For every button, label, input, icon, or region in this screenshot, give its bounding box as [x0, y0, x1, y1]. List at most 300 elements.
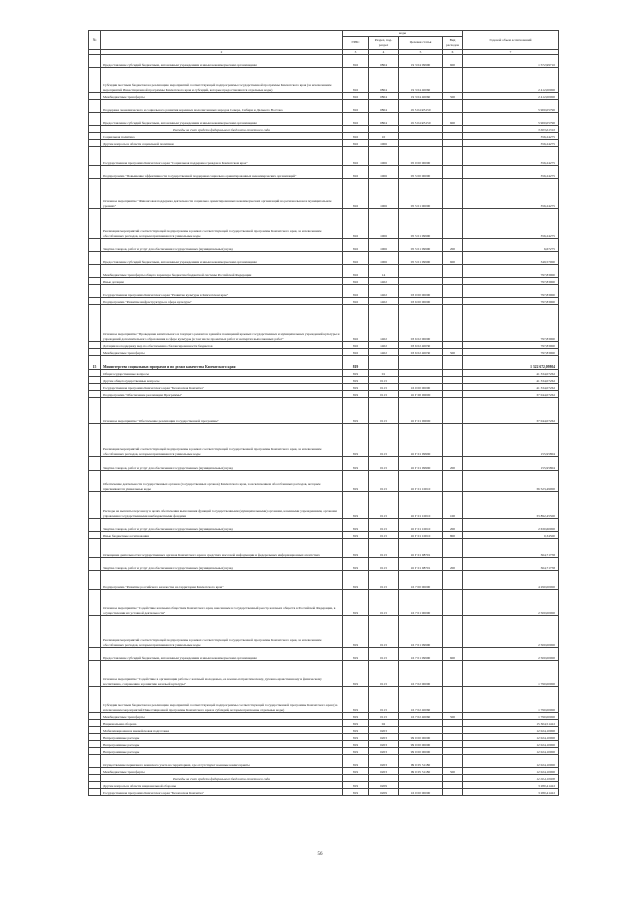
row-section: 0113: [369, 616, 399, 648]
table-row: [89, 55, 559, 68]
row-amount: 12 024,10000: [463, 768, 559, 775]
table-row: [89, 126, 559, 133]
row-expense-type: [443, 209, 463, 239]
row-section: 0113: [369, 398, 399, 424]
row-amount: 797,83900: [463, 349, 559, 356]
row-amount: 797,83900: [463, 265, 559, 278]
row-amount: 4 290,00000: [463, 571, 559, 590]
row-section: 0113: [369, 648, 399, 661]
row-number: [89, 133, 101, 140]
row-name: Предоставление субсидий бюджетным, автономным учреждениям и иным некоммерческим организациям: [101, 55, 343, 68]
row-grbs: 816: [343, 239, 369, 252]
row-expense-type: [443, 590, 463, 616]
row-number: [89, 457, 101, 471]
row-section: [369, 356, 399, 370]
table-row: [89, 590, 559, 616]
row-target-article: 16 Г 01 98701: [399, 558, 443, 571]
header-target-article: Целевая статья: [399, 36, 443, 49]
row-target-article: 19 3 04 09990: [399, 55, 443, 68]
row-name: Освещение деятельности государственных органов Камчатского края в средствах массовой информации и федеральных информационных агентствах: [101, 539, 343, 558]
row-section: 1006: [369, 252, 399, 265]
row-section: 1006: [369, 166, 399, 179]
row-amount: 2 500,00000: [463, 648, 559, 661]
row-section: 1006: [369, 239, 399, 252]
table-row: [89, 616, 559, 648]
row-number: [89, 384, 101, 391]
row-name: Непрограммные расходы: [101, 748, 343, 755]
row-grbs: 819: [343, 391, 369, 398]
row-grbs: 816: [343, 278, 369, 285]
row-expense-type: [443, 687, 463, 713]
row-number: [89, 113, 101, 126]
row-number: [89, 278, 101, 285]
row-grbs: 819: [343, 398, 369, 424]
row-section: 0113: [369, 532, 399, 539]
row-name: Основное мероприятие "Содействие в организации работы с казачьей молодежью, ее военно-патриотическому, духовно-нравственному и физическому воспитанию, сохранению и развитию казачьей культуры": [101, 661, 343, 687]
row-section: 1006: [369, 147, 399, 166]
row-section: 0209: [369, 782, 399, 789]
row-amount: 797,83900: [463, 342, 559, 349]
row-number: [89, 782, 101, 789]
row-name: Межбюджетные трансферты: [101, 349, 343, 356]
row-target-article: 99 0 05 51180: [399, 768, 443, 775]
table-row: [89, 370, 559, 377]
row-target-article: 03 6 02 40030: [399, 342, 443, 349]
row-amount: 356,24275: [463, 147, 559, 166]
row-expense-type: [443, 616, 463, 648]
row-target-article: 16 Г 01 00000: [399, 398, 443, 424]
row-number: 15: [89, 356, 101, 370]
row-grbs: 816: [343, 100, 369, 113]
row-expense-type: [443, 100, 463, 113]
row-target-article: 16 7 02 40060: [399, 713, 443, 720]
table-row: [89, 239, 559, 252]
row-target-article: 16 Г 01 10010: [399, 519, 443, 532]
row-expense-type: [443, 133, 463, 140]
row-grbs: 819: [343, 356, 369, 370]
table-row: [89, 147, 559, 166]
row-grbs: 819: [343, 519, 369, 532]
row-target-article: 05 0 00 00000: [399, 147, 443, 166]
row-section: 0804: [369, 93, 399, 100]
row-expense-type: [443, 424, 463, 457]
row-expense-type: [443, 370, 463, 377]
row-expense-type: [443, 278, 463, 285]
row-number: [89, 209, 101, 239]
row-grbs: 819: [343, 748, 369, 755]
row-number: [89, 391, 101, 398]
row-section: 0113: [369, 590, 399, 616]
row-expense-type: 100: [443, 492, 463, 519]
row-expense-type: [443, 741, 463, 748]
row-target-article: 03 6 02 40030: [399, 349, 443, 356]
row-grbs: 819: [343, 424, 369, 457]
row-target-article: 16 0 00 00000: [399, 789, 443, 796]
row-target-article: 16 Г 01 98701: [399, 539, 443, 558]
row-target-article: 16 7 01 00000: [399, 590, 443, 616]
row-expense-type: [443, 356, 463, 370]
row-amount: 12 024,10000: [463, 734, 559, 741]
row-expense-type: [443, 539, 463, 558]
row-target-article: 05 5 01 09990: [399, 239, 443, 252]
table-row: [89, 734, 559, 741]
row-amount: 12 024,10000: [463, 755, 559, 768]
row-amount: 364,71758: [463, 558, 559, 571]
row-name: Основное мероприятие "Проведение капитального и текущего ремонтов зданий и помещений краевых государственных и муниципальных учреждений культуры и учреждений дополнительного образования в сфере культуры (в том числе проектных работ и экспертиз выполненных работ": [101, 305, 343, 342]
row-grbs: 819: [343, 532, 369, 539]
row-grbs: 816: [343, 147, 369, 166]
table-row: [89, 133, 559, 140]
row-amount: 12 024,10000: [463, 741, 559, 748]
row-amount: 2 500,00000: [463, 616, 559, 648]
row-number: [89, 93, 101, 100]
row-section: 10: [369, 133, 399, 140]
row-number: [89, 571, 101, 590]
table-row: [89, 713, 559, 720]
row-target-article: [399, 782, 443, 789]
header-codes: коды: [343, 31, 463, 37]
row-amount: 12 024,10000: [463, 775, 559, 782]
row-target-article: 05 5 01 09990: [399, 252, 443, 265]
table-row: [89, 377, 559, 384]
row-amount: 1 790,00000: [463, 687, 559, 713]
row-amount: 2 412,00000: [463, 93, 559, 100]
table-row: [89, 424, 559, 457]
row-amount: 41 334,07262: [463, 384, 559, 391]
row-target-article: 05 5 01 00000: [399, 179, 443, 209]
row-name: Предоставление субсидий бюджетным, автономным учреждениям и иным некоммерческим организациям: [101, 252, 343, 265]
row-grbs: 819: [343, 457, 369, 471]
row-target-article: 16 0 00 00000: [399, 384, 443, 391]
row-grbs: 816: [343, 285, 369, 298]
row-section: 0113: [369, 519, 399, 532]
row-amount: 36 523,49000: [463, 471, 559, 492]
row-number: [89, 252, 101, 265]
row-expense-type: 200: [443, 457, 463, 471]
row-amount: 356,24275: [463, 209, 559, 239]
row-amount: 3 603,61310: [463, 126, 559, 133]
row-number: [89, 140, 101, 147]
row-expense-type: [443, 265, 463, 278]
row-amount: 2 630,60000: [463, 519, 559, 532]
row-grbs: [343, 775, 369, 782]
row-section: [369, 126, 399, 133]
row-section: 0203: [369, 768, 399, 775]
row-target-article: 19 3 04 R5150: [399, 100, 443, 113]
table-row: [89, 209, 559, 239]
row-target-article: 16 Г 01 10010: [399, 471, 443, 492]
row-section: 1402: [369, 278, 399, 285]
row-name: Осуществление первичного воинского учета на территориях, где отсутствуют военные комиссариаты: [101, 755, 343, 768]
row-grbs: 819: [343, 590, 369, 616]
row-name: Поддержка экономического и социального развития коренных малочисленных народов Севера, Сибири и Дальнего Востока: [101, 100, 343, 113]
index-cell: 7: [463, 49, 559, 55]
row-target-article: [399, 370, 443, 377]
table-body: [89, 55, 559, 796]
table-row: [89, 661, 559, 687]
row-number: [89, 532, 101, 539]
row-amount: 356,24275: [463, 133, 559, 140]
row-name: Предоставление субсидий бюджетным, автономным учреждениям и иным некоммерческим организациям: [101, 113, 343, 126]
row-amount: 6,67275: [463, 239, 559, 252]
row-name: Государственная программа Камчатского края "Социальная поддержка граждан в Камчатском крае": [101, 147, 343, 166]
index-cell: 3: [343, 49, 369, 55]
row-expense-type: [443, 727, 463, 734]
row-amount: 33 892,45500: [463, 492, 559, 519]
row-expense-type: [443, 166, 463, 179]
table-row: [89, 342, 559, 349]
row-number: [89, 179, 101, 209]
row-amount: 356,24275: [463, 179, 559, 209]
table-row: [89, 285, 559, 298]
row-number: [89, 471, 101, 492]
row-amount: 797,83900: [463, 278, 559, 285]
row-grbs: 819: [343, 734, 369, 741]
row-amount: 356,24275: [463, 166, 559, 179]
row-target-article: [399, 133, 443, 140]
row-section: 0203: [369, 727, 399, 734]
row-amount: 1 322 672,09804: [463, 356, 559, 370]
row-grbs: 816: [343, 252, 369, 265]
row-number: [89, 519, 101, 532]
row-section: 0113: [369, 424, 399, 457]
table-row: [89, 298, 559, 305]
row-expense-type: 200: [443, 519, 463, 532]
table-row: [89, 768, 559, 775]
row-grbs: 819: [343, 370, 369, 377]
row-number: [89, 748, 101, 755]
table-row: [89, 166, 559, 179]
row-number: [89, 492, 101, 519]
row-name: Субсидии местным бюджетам на реализацию мероприятий соответствующей подпрограммы соответствующей государственной программы Камчатского края (за исключением мероприятий Инвестиционной программы Камчатского края и субсидий, которым присвоены отдельные коды): [101, 687, 343, 713]
row-section: 1006: [369, 140, 399, 147]
table-row: [89, 179, 559, 209]
row-name: Закупка товаров, работ и услуг для обеспечения государственных (муниципальных) нужд: [101, 457, 343, 471]
row-target-article: 99 0 00 00000: [399, 748, 443, 755]
row-name: Расходы за счет средств федерального бюджета отчетного года: [101, 775, 343, 782]
table-row: [89, 755, 559, 768]
row-section: 0203: [369, 755, 399, 768]
row-grbs: 819: [343, 720, 369, 727]
row-name: Непрограммные расходы: [101, 734, 343, 741]
row-name: Основное мероприятие "Финансовая поддержка деятельности социально ориентированных некоммерческих организаций на региональном и муниципальном уровнях": [101, 179, 343, 209]
row-name: Реализация мероприятий соответствующей подпрограммы в рамках соответствующей государственной программы Камчатского края, за исключением обособленных расходов, которым присваиваются уникальные коды: [101, 209, 343, 239]
row-expense-type: [443, 398, 463, 424]
row-grbs: 819: [343, 741, 369, 748]
row-name: Подпрограмма "Развитие российского казачества на территории Камчатского края": [101, 571, 343, 590]
table-row: [89, 140, 559, 147]
header-annual-volume: Годовой объем ассигнований: [463, 31, 559, 50]
budget-table-sheet: [88, 30, 558, 796]
row-amount: 797,83900: [463, 298, 559, 305]
row-section: 0203: [369, 748, 399, 755]
row-target-article: [399, 727, 443, 734]
row-amount: 12 024,10000: [463, 748, 559, 755]
row-section: 1402: [369, 305, 399, 342]
row-target-article: 16 Г 00 00000: [399, 391, 443, 398]
row-number: [89, 68, 101, 93]
row-section: 01: [369, 370, 399, 377]
row-grbs: 819: [343, 377, 369, 384]
row-expense-type: 600: [443, 252, 463, 265]
row-target-article: 16 7 00 00000: [399, 571, 443, 590]
row-amount: 0,34500: [463, 532, 559, 539]
row-target-article: [399, 278, 443, 285]
row-grbs: 819: [343, 713, 369, 720]
row-target-article: 05 5 00 00000: [399, 166, 443, 179]
row-name: Межбюджетные трансферты: [101, 768, 343, 775]
row-name: Субсидии местным бюджетам на реализацию мероприятий соответствующей подпрограммы государственной программы Камчатского края (за исключением мероприятий Инвестиционной программы Камчатского края и субсидий, которые предоставляются отдельные коды): [101, 68, 343, 93]
row-amount: 155,95804: [463, 424, 559, 457]
row-number: [89, 342, 101, 349]
row-expense-type: [443, 140, 463, 147]
header-section: Раздел, под-раздел: [369, 36, 399, 49]
row-name: Общегосударственные вопросы: [101, 370, 343, 377]
row-section: 0804: [369, 68, 399, 93]
row-number: [89, 713, 101, 720]
row-name: Другие вопросы в области национальной обороны: [101, 782, 343, 789]
table-row: [89, 775, 559, 782]
table-row: [89, 727, 559, 734]
row-grbs: 819: [343, 648, 369, 661]
row-expense-type: 200: [443, 239, 463, 252]
table-row: [89, 471, 559, 492]
row-name: Дотации на поддержку мер по обеспечению сбалансированности бюджетов: [101, 342, 343, 349]
table-row: [89, 457, 559, 471]
header-grbs: ГРБС: [343, 36, 369, 49]
row-expense-type: 600: [443, 55, 463, 68]
row-number: [89, 590, 101, 616]
row-number: [89, 661, 101, 687]
table-row: [89, 539, 559, 558]
row-grbs: 819: [343, 789, 369, 796]
table-row: [89, 100, 559, 113]
row-amount: 37 044,07262: [463, 391, 559, 398]
index-cell: 5: [399, 49, 443, 55]
row-name: Предоставление субсидий бюджетным, автономным учреждениям и иным некоммерческим организациям: [101, 648, 343, 661]
row-number: [89, 55, 101, 68]
table-row: [89, 278, 559, 285]
row-name: Расходы за счет средств федерального бюджета отчетного года: [101, 126, 343, 133]
row-expense-type: 200: [443, 558, 463, 571]
row-grbs: 819: [343, 661, 369, 687]
index-cell: 2: [101, 49, 343, 55]
row-name: Другие вопросы в области социальной политики: [101, 140, 343, 147]
row-section: 1402: [369, 342, 399, 349]
row-number: [89, 285, 101, 298]
row-target-article: 03 0 00 00000: [399, 285, 443, 298]
row-expense-type: [443, 775, 463, 782]
row-number: [89, 648, 101, 661]
row-name: Закупка товаров, работ и услуг для обеспечения государственных (муниципальных) нужд: [101, 519, 343, 532]
row-grbs: 816: [343, 209, 369, 239]
row-grbs: [343, 126, 369, 133]
row-expense-type: [443, 377, 463, 384]
row-name: Другие общегосударственные вопросы: [101, 377, 343, 384]
row-section: 0113: [369, 687, 399, 713]
budget-table: [88, 30, 559, 796]
table-row: [89, 648, 559, 661]
row-grbs: 819: [343, 471, 369, 492]
row-section: 0804: [369, 100, 399, 113]
row-grbs: 819: [343, 558, 369, 571]
row-target-article: [399, 356, 443, 370]
index-cell: 4: [369, 49, 399, 55]
row-amount: 2 412,00000: [463, 68, 559, 93]
row-grbs: 819: [343, 782, 369, 789]
table-row: [89, 782, 559, 789]
row-amount: 41 334,07262: [463, 377, 559, 384]
table-row: [89, 687, 559, 713]
row-name: Основное мероприятие "Обеспечение реализации государственной программы": [101, 398, 343, 424]
row-section: 0804: [369, 55, 399, 68]
row-number: [89, 768, 101, 775]
row-name: Социальная политика: [101, 133, 343, 140]
row-number: [89, 370, 101, 377]
row-number: [89, 789, 101, 796]
row-expense-type: [443, 755, 463, 768]
row-target-article: 16 Г 01 09990: [399, 424, 443, 457]
row-number: [89, 720, 101, 727]
row-target-article: [399, 265, 443, 278]
table-row: [89, 741, 559, 748]
row-name: Подпрограмма "Развитие инфраструктуры в сфере культуры": [101, 298, 343, 305]
row-number: [89, 616, 101, 648]
row-grbs: 819: [343, 727, 369, 734]
row-amount: 797,83900: [463, 285, 559, 298]
row-expense-type: [443, 471, 463, 492]
row-name: Закупка товаров, работ и услуг для обеспечения государственных (муниципальных) нужд: [101, 558, 343, 571]
row-section: 14: [369, 265, 399, 278]
row-amount: 15 304,51422: [463, 720, 559, 727]
row-section: 0209: [369, 789, 399, 796]
row-expense-type: [443, 384, 463, 391]
row-target-article: 05 5 01 09990: [399, 209, 443, 239]
row-section: 1006: [369, 209, 399, 239]
row-name: Межбюджетные трансферты: [101, 713, 343, 720]
row-target-article: 19 3 04 40060: [399, 93, 443, 100]
row-grbs: 816: [343, 140, 369, 147]
row-amount: 1 790,00000: [463, 713, 559, 720]
row-section: [369, 775, 399, 782]
table-row: [89, 492, 559, 519]
header-name: [101, 31, 343, 50]
row-expense-type: [443, 734, 463, 741]
row-amount: 356,24275: [463, 140, 559, 147]
row-amount: 12 024,10000: [463, 727, 559, 734]
row-amount: 155,95804: [463, 457, 559, 471]
row-amount: 5 900,05790: [463, 113, 559, 126]
row-expense-type: [443, 789, 463, 796]
row-target-article: 03 6 00 00000: [399, 298, 443, 305]
index-cell: 6: [443, 49, 463, 55]
row-grbs: 816: [343, 298, 369, 305]
row-target-article: [399, 775, 443, 782]
row-expense-type: 800: [443, 532, 463, 539]
table-row: [89, 265, 559, 278]
row-amount: 37 044,07262: [463, 398, 559, 424]
row-amount: 5 900,05790: [463, 100, 559, 113]
row-expense-type: 500: [443, 768, 463, 775]
row-amount: 3 280,41422: [463, 789, 559, 796]
row-section: 0203: [369, 741, 399, 748]
row-number: [89, 539, 101, 558]
row-expense-type: [443, 285, 463, 298]
row-expense-type: [443, 147, 463, 166]
row-grbs: 819: [343, 571, 369, 590]
row-grbs: 819: [343, 755, 369, 768]
row-name: Мобилизационная и вневойсковая подготовка: [101, 727, 343, 734]
